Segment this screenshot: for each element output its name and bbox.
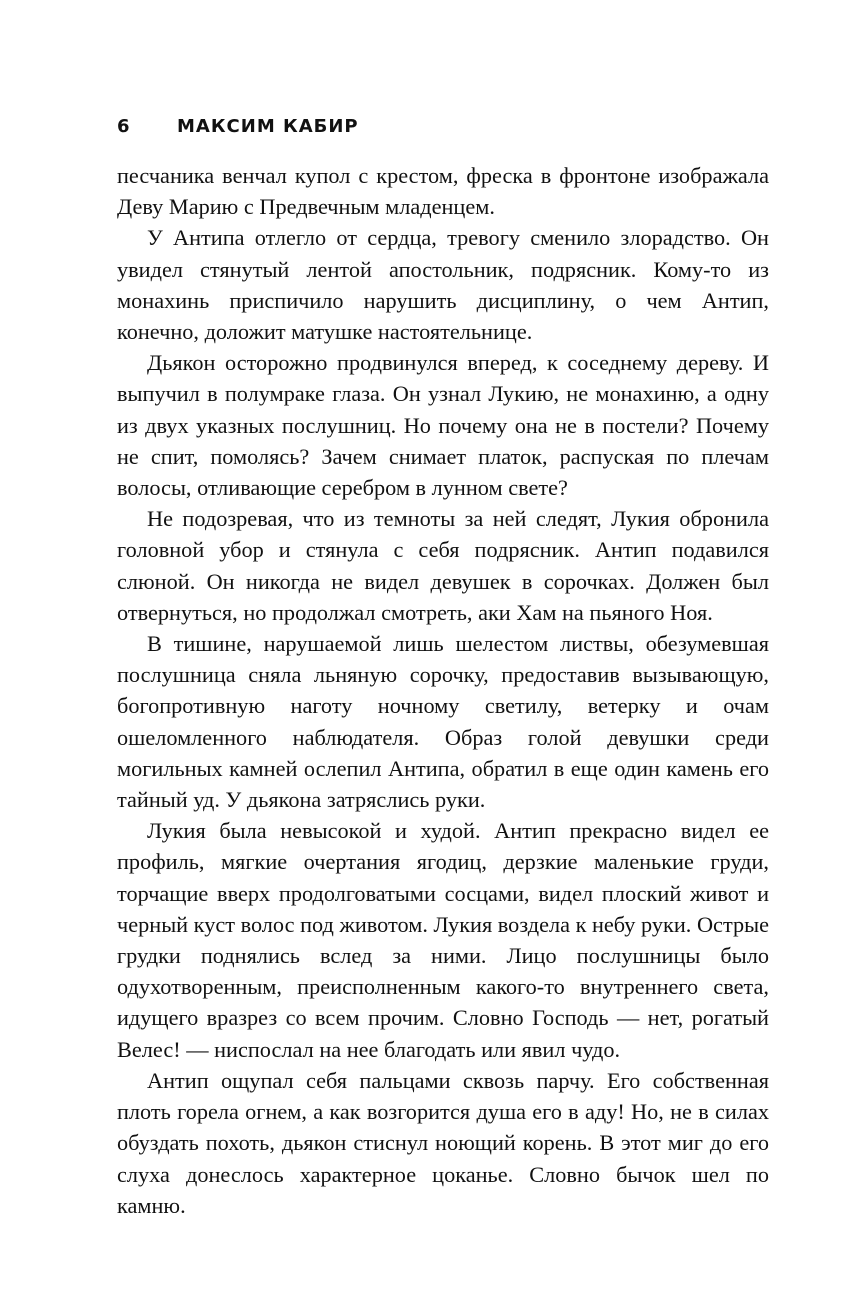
paragraph: В тишине, нарушаемой лишь шелестом листвы, обезумевшая послушница сняла льняную сорочку, предоставив вызывающую, богопротивную наготу ночному светилу, ветерку и очам ошеломленного наблюдателя. Образ голой девушки среди могильных камней ослепил Антипа, обратил в еще один камень его тайный уд. У дьякона затряслись руки. xyxy=(117,631,769,813)
body-text xyxy=(117,160,769,1221)
paragraph: У Антипа отлегло от сердца, тревогу сменило злорадство. Он увидел стянутый лентой апостольник, подрясник. Кому-то из монахинь приспичило нарушить дисциплину, о чем Антип, конечно, доложит матушке настоятельнице. xyxy=(117,225,769,345)
paragraph-continued: песчаника венчал купол с крестом, фреска в фронтоне изображала Деву Марию с Предвечным младенцем. xyxy=(117,163,769,220)
paragraph: Лукия была невысокой и худой. Антип прекрасно видел ее профиль, мягкие очертания ягодиц, дерзкие маленькие груди, торчащие вверх продолговатыми сосцами, видел плоский живот и черный куст волос под животом. Лукия воздела к небу руки. Острые грудки поднялись вслед за ними. Лицо послушницы было одухотворенным, преисполненным какого-то внутреннего света, идущего вразрез со всем прочим. Словно Господь — нет, рогатый Велес! — ниспослал на нее благодать или явил чудо. xyxy=(117,818,769,1062)
page-number: 6 xyxy=(117,116,131,137)
running-head xyxy=(117,116,359,142)
paragraph: Антип ощупал себя пальцами сквозь парчу. Его собственная плоть горела огнем, а как возгорится душа его в аду! Но, не в силах обуздать похоть, дьякон стиснул ноющий корень. В этот миг до его слуха донеслось характерное цоканье. Словно бычок шел по камню. xyxy=(117,1067,769,1218)
paragraph: Дьякон осторожно продвинулся вперед, к соседнему дереву. И выпучил в полумраке глаза. Он узнал Лукию, не монахиню, а одну из двух указных послушниц. Но почему она не в постели? Почему не спит, помолясь? Зачем снимает платок, распуская по плечам волосы, отливающие серебром в лунном свете? xyxy=(117,350,769,501)
paragraph: Не подозревая, что из темноты за ней следят, Лукия обронила головной убор и стянула с себя подрясник. Антип подавился слюной. Он никогда не видел девушек в сорочках. Должен был отвернуться, но продолжал смотреть, аки Хам на пьяного Ноя. xyxy=(117,506,769,625)
author-name: МАКСИМ КАБИР xyxy=(177,116,359,137)
